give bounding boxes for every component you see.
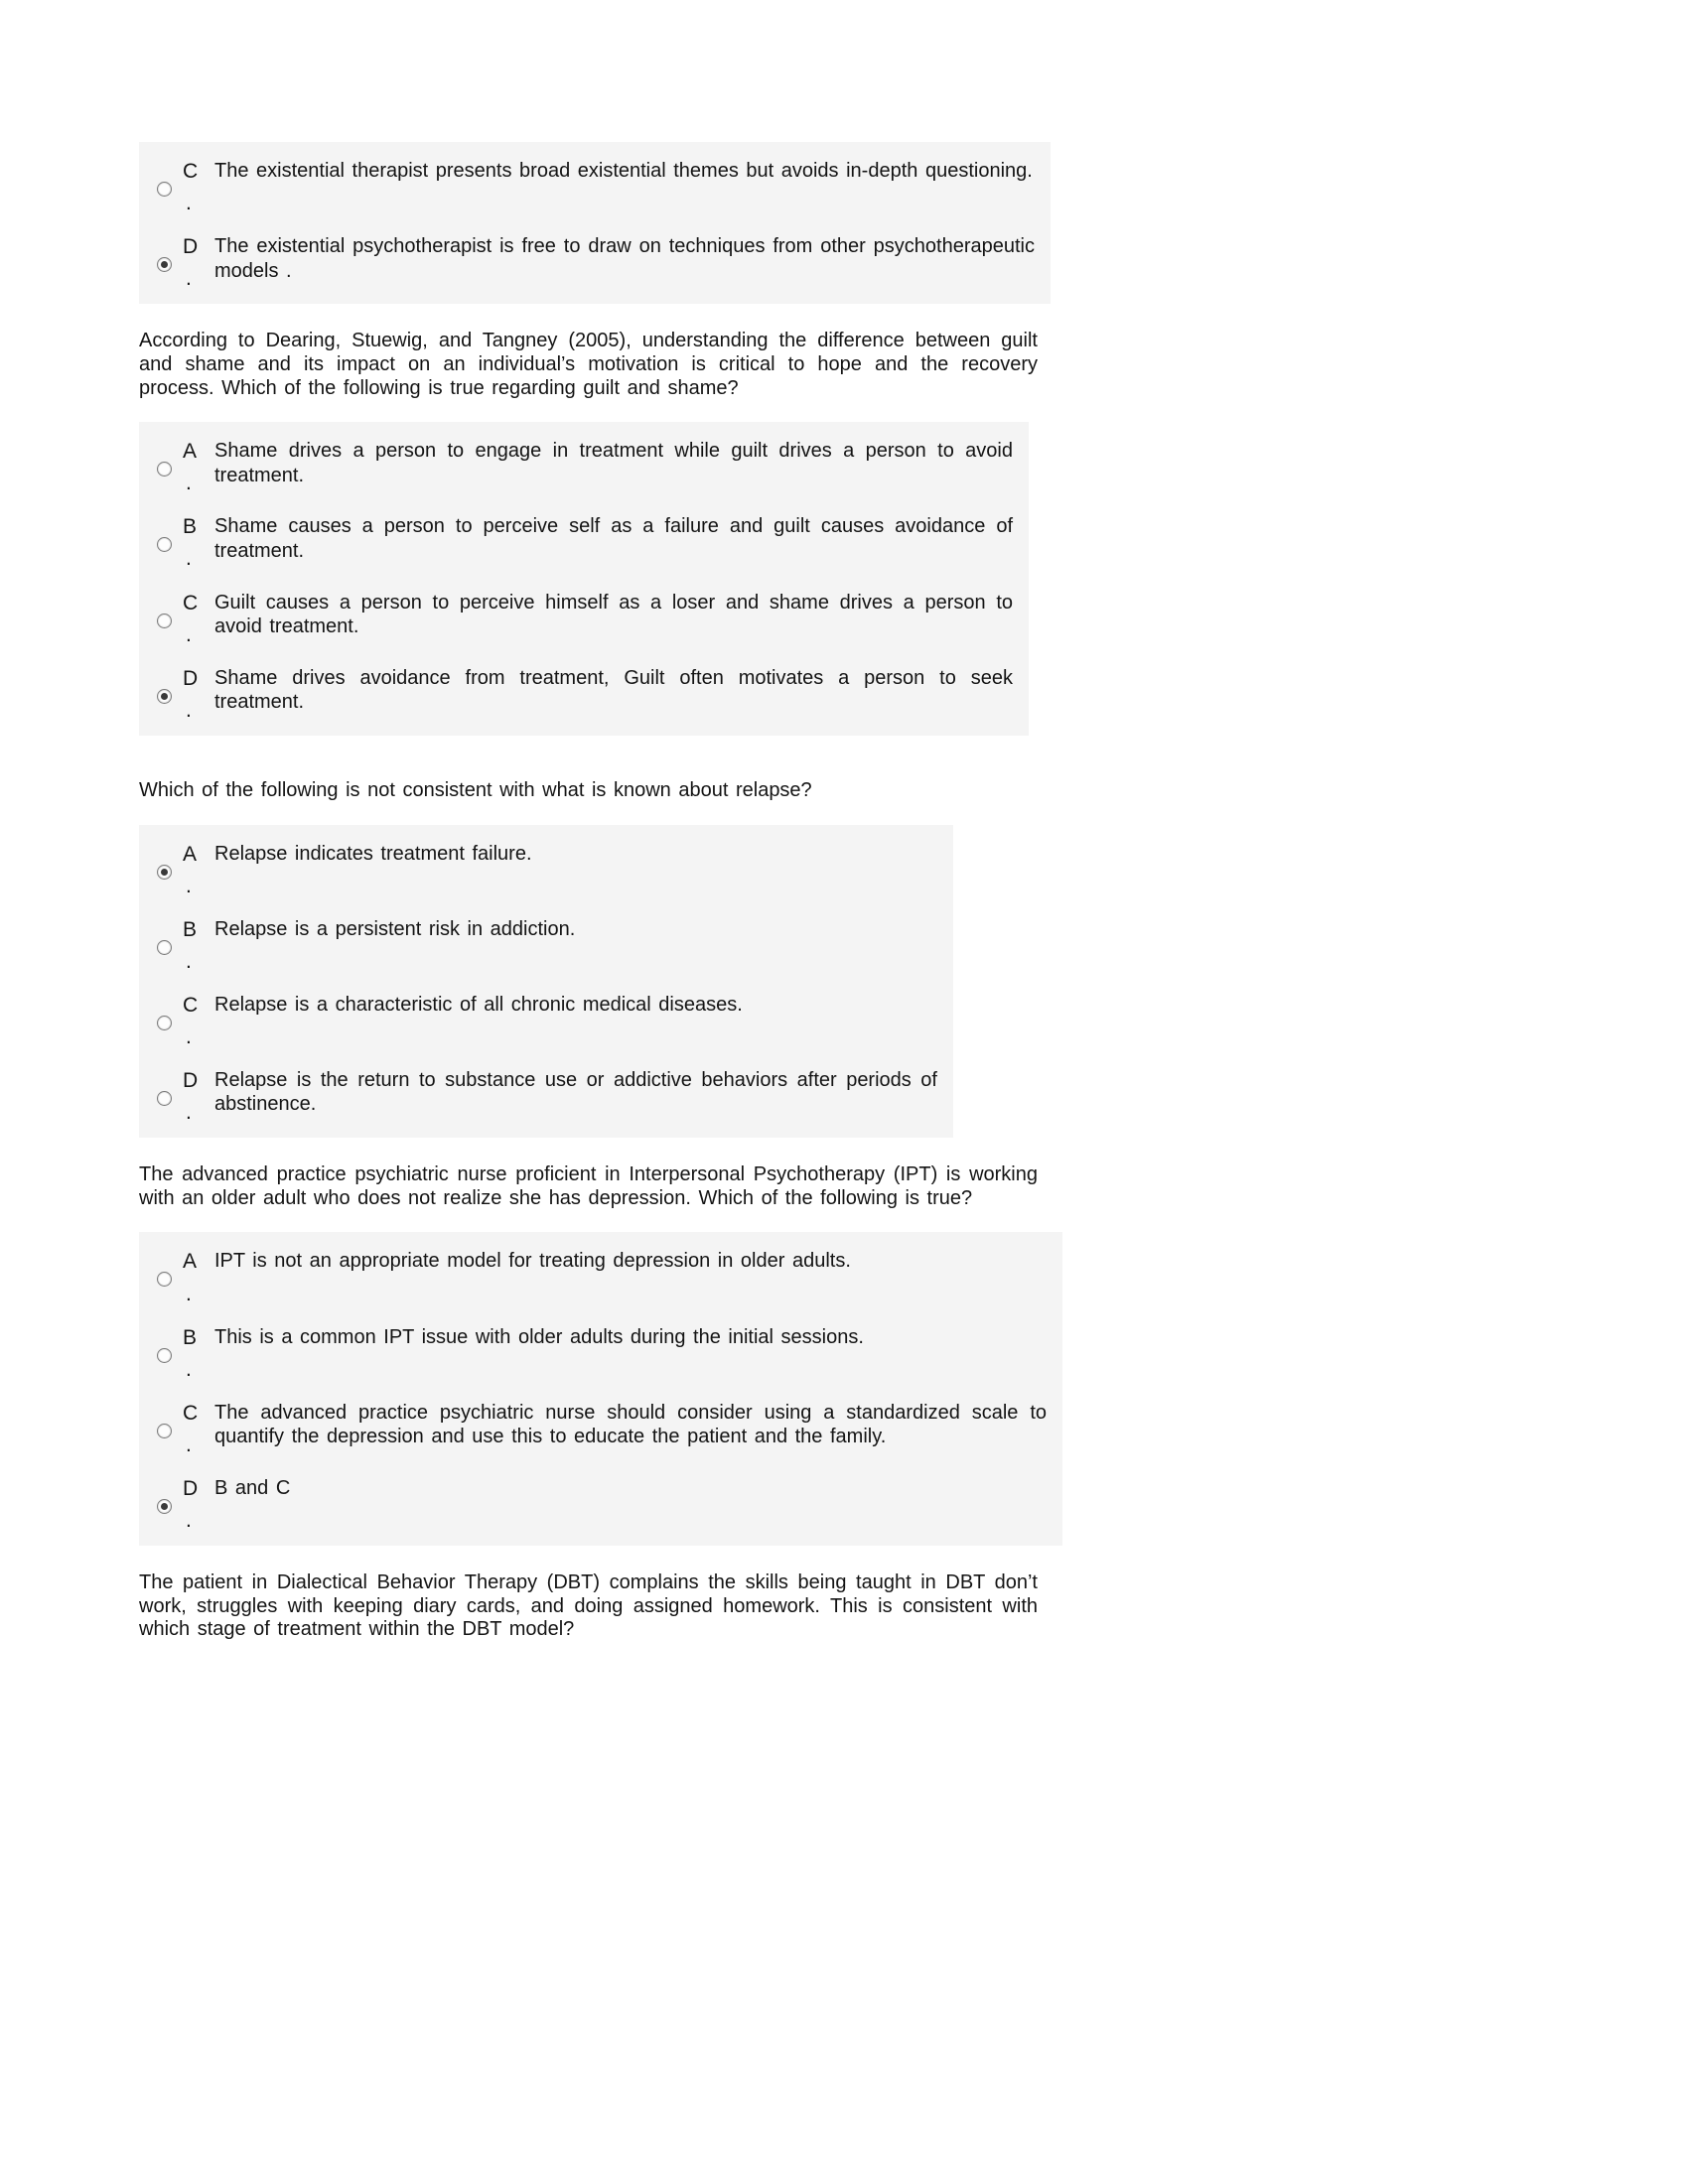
option-letter: A	[183, 440, 198, 464]
radio-dot-icon	[161, 869, 168, 876]
question-block-1	[139, 142, 1688, 304]
option-text: IPT is not an appropriate model for treating depression in older adults.	[214, 1250, 851, 1273]
option-text: This is a common IPT issue with older adults during the initial sessions.	[214, 1325, 864, 1348]
radio-button[interactable]	[157, 689, 172, 704]
radio-col	[145, 159, 183, 197]
option-letter: A	[183, 1250, 198, 1274]
radio-col	[145, 439, 183, 477]
options-group-2	[139, 422, 1029, 736]
radio-button[interactable]	[157, 1499, 172, 1514]
answer-option-1d[interactable]	[139, 222, 1051, 298]
option-text: Relapse indicates treatment failure.	[214, 842, 532, 865]
option-letter: B	[183, 917, 198, 941]
question-stem: According to Dearing, Stuewig, and Tangney (2005), understanding the difference between guilt and shame and its impact on an individual’s motivation is critical to hope and the recovery process. Which of the following is true regarding guilt and shame?	[139, 330, 1038, 399]
radio-col	[145, 666, 183, 704]
option-letter-col	[183, 842, 212, 897]
answer-option-2b[interactable]	[139, 502, 1029, 578]
option-letter-col	[183, 159, 212, 214]
question-block-4	[139, 1163, 1688, 1546]
option-period: .	[186, 472, 192, 495]
answer-option-3c[interactable]	[139, 981, 953, 1056]
answer-option-2a[interactable]	[139, 427, 1029, 502]
option-text: The existential therapist presents broad existential themes but avoids in-depth questioning.	[214, 160, 1033, 182]
radio-col	[145, 842, 183, 880]
option-period: .	[186, 1024, 192, 1048]
option-period: .	[186, 1101, 192, 1125]
option-period: .	[186, 1282, 192, 1305]
radio-button[interactable]	[157, 537, 172, 552]
option-letter: A	[183, 842, 198, 866]
radio-dot-icon	[161, 1503, 168, 1510]
question-stem: The patient in Dialectical Behavior Therapy (DBT) complains the skills being taught in DBT don’t work, struggles with keeping diary cards, and doing assigned homework. This is consistent with which stage of treatment within the DBT model?	[139, 1571, 1038, 1641]
radio-col	[145, 917, 183, 955]
option-letter-col	[183, 234, 212, 290]
option-period: .	[186, 622, 192, 646]
radio-button[interactable]	[157, 940, 172, 955]
radio-button[interactable]	[157, 1091, 172, 1106]
option-letter-col	[183, 993, 212, 1048]
option-letter-col	[183, 1068, 212, 1124]
radio-button[interactable]	[157, 462, 172, 477]
option-letter: B	[183, 1325, 198, 1349]
option-text: Guilt causes a person to perceive himself as a loser and shame drives a person to avoid treatment.	[214, 591, 1013, 637]
option-period: .	[186, 949, 192, 973]
radio-button[interactable]	[157, 1272, 172, 1287]
option-letter: C	[183, 1401, 199, 1425]
radio-dot-icon	[161, 261, 168, 268]
option-period: .	[186, 1509, 192, 1533]
option-letter: C	[183, 591, 199, 614]
option-letter: C	[183, 160, 199, 183]
question-stem: The advanced practice psychiatric nurse proficient in Interpersonal Psychotherapy (IPT) is working with an older adult who does not realize she has depression. Which of the following is true?	[139, 1163, 1038, 1209]
answer-option-3b[interactable]	[139, 905, 953, 981]
option-period: .	[186, 192, 192, 215]
option-letter-col	[183, 1249, 212, 1304]
radio-col	[145, 234, 183, 272]
radio-button[interactable]	[157, 614, 172, 628]
answer-option-1c[interactable]	[139, 147, 1051, 222]
option-letter: D	[183, 235, 199, 259]
options-group-1	[139, 142, 1051, 304]
option-period: .	[186, 1433, 192, 1456]
option-letter: C	[183, 993, 199, 1017]
option-text: The advanced practice psychiatric nurse should consider using a standardized scale to quantify the depression and use this to educate the patient and the family.	[214, 1401, 1047, 1448]
question-block-5	[139, 1571, 1688, 1642]
answer-option-3a[interactable]	[139, 830, 953, 905]
option-letter: D	[183, 666, 199, 690]
radio-col	[145, 514, 183, 552]
option-text: Relapse is a characteristic of all chronic medical diseases.	[214, 993, 743, 1016]
options-group-4	[139, 1232, 1062, 1546]
question-block-3	[139, 779, 1688, 1138]
option-letter-col	[183, 1401, 212, 1456]
option-text: Relapse is the return to substance use or addictive behaviors after periods of abstinence.	[214, 1069, 937, 1116]
answer-option-4d[interactable]	[139, 1464, 1062, 1540]
radio-button[interactable]	[157, 257, 172, 272]
answer-option-2c[interactable]	[139, 579, 1029, 654]
radio-col	[145, 1401, 183, 1438]
radio-button[interactable]	[157, 865, 172, 880]
radio-col	[145, 993, 183, 1030]
option-letter-col	[183, 917, 212, 973]
answer-option-4b[interactable]	[139, 1313, 1062, 1389]
option-period: .	[186, 874, 192, 897]
option-letter: D	[183, 1477, 199, 1500]
option-text: Shame drives a person to engage in treatment while guilt drives a person to avoid treatment.	[214, 440, 1013, 486]
option-letter-col	[183, 1325, 212, 1381]
radio-button[interactable]	[157, 1016, 172, 1030]
option-period: .	[186, 267, 192, 291]
option-period: .	[186, 547, 192, 571]
radio-button[interactable]	[157, 1348, 172, 1363]
question-block-2	[139, 330, 1688, 736]
option-period: .	[186, 1357, 192, 1381]
answer-option-4c[interactable]	[139, 1389, 1062, 1464]
radio-col	[145, 591, 183, 628]
radio-col	[145, 1476, 183, 1514]
option-letter: D	[183, 1069, 199, 1093]
option-period: .	[186, 698, 192, 722]
option-letter-col	[183, 514, 212, 570]
answer-option-3d[interactable]	[139, 1056, 953, 1132]
answer-option-4a[interactable]	[139, 1237, 1062, 1312]
radio-button[interactable]	[157, 1424, 172, 1438]
option-text: B and C	[214, 1477, 291, 1499]
option-letter-col	[183, 591, 212, 646]
radio-button[interactable]	[157, 182, 172, 197]
option-letter-col	[183, 439, 212, 494]
option-text: Shame causes a person to perceive self as a failure and guilt causes avoidance of treatment.	[214, 515, 1013, 562]
radio-dot-icon	[161, 693, 168, 700]
option-text: Shame drives avoidance from treatment, Guilt often motivates a person to seek treatment.	[214, 666, 1013, 714]
radio-col	[145, 1249, 183, 1287]
radio-col	[145, 1325, 183, 1363]
option-letter-col	[183, 666, 212, 722]
question-stem: Which of the following is not consistent with what is known about relapse?	[139, 778, 812, 801]
options-group-3	[139, 825, 953, 1139]
option-text: The existential psychotherapist is free to draw on techniques from other psychotherapeutic models .	[214, 235, 1035, 282]
answer-option-2d[interactable]	[139, 654, 1029, 730]
radio-col	[145, 1068, 183, 1106]
option-text: Relapse is a persistent risk in addiction.	[214, 917, 576, 940]
option-letter: B	[183, 515, 198, 539]
option-letter-col	[183, 1476, 212, 1532]
